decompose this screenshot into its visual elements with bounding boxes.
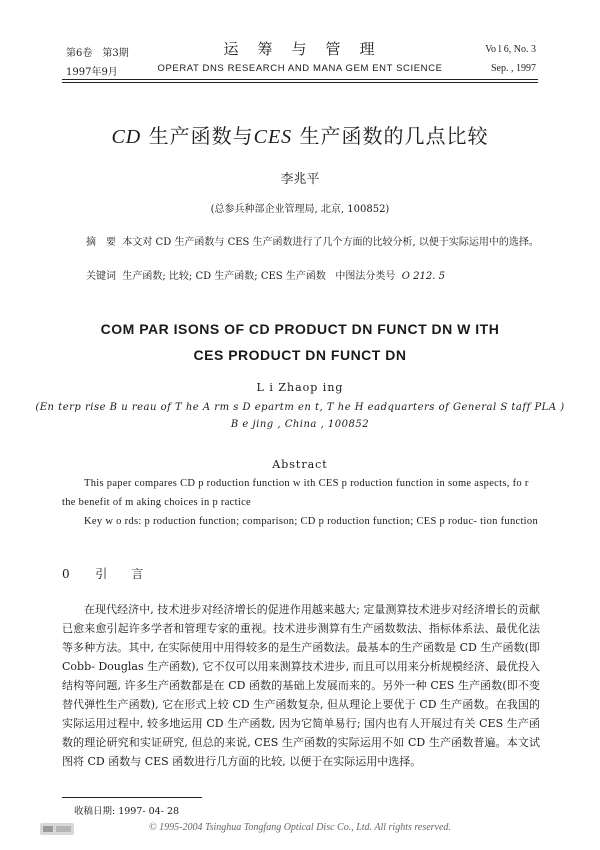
section-heading [62,565,149,582]
section-number: 0 [62,567,76,581]
header-rule-top [62,79,538,80]
section-title: 引 言 [95,567,150,581]
journal-title-en: OPERAT DNS RESEARCH AND MANA GEM ENT SCIENCE [157,63,443,74]
header-rule-bottom [62,82,538,83]
journal-title-cn: 运 筹 与 管 理 [223,40,377,58]
title-part2: 生产函数的几点比较 [292,124,489,148]
paper-title-en-line2: CES PRODUCT DN FUNCT DN [193,347,407,363]
affiliation-en-line1: (En terp rise B u reau of T he A rm s D epartm en t, T he H eadquarters of General S taff PLA ) [35,402,565,413]
paper-title-en-line1: COM PAR ISONS OF CD PRODUCT DN FUNCT DN W ITH [100,321,500,337]
title-cd: CD [111,126,142,148]
abstract-heading-en: Abstract [272,458,328,471]
keywords-en: Key w o rds: p roduction function; comparison; CD p roduction function; CES p roduc- tion function [84,516,539,527]
introduction-paragraph: 在现代经济中, 技术进步对经济增长的促进作用越来越大; 定量测算技术进步对经济增长的贡献已愈来愈引起许多学者和管理专家的重视。技术进步测算有生产函数数法、指标体系法、最优化法等多种方法。其中, 在实际使用中用得较多的是生产函数法。最基本的生产函数是 CD 生产函数(即 Cobb- Douglas 生产函数), 它不仅可以用来测算技术进步, 而且可以用来分析规模经济、最优投入结构等问题, 许多生产函数都是在 CD 函数的基础上发展而来的。另外一种 CES 生产函数(即不变替代弹性生产函数), 它在形式上较 CD 生产函数复杂, 但从理论上要优于 CD 生产函数。在我国的实际运用过程中, 较多地运用 CD 生产函数, 因为它简单易行; 国内也有人开展过有关 CES 生产函数的理论研究和实证研究, 但总的来说, CES 生产函数的实际运用不如 CD 生产函数普遍。本文试图将 CD 函数与 CES 函数进行几方面的比较, 以便于在实际运用中选择。 [62,603,540,768]
volume-issue-cn: 第6卷 第3期 [66,48,129,59]
affiliation-cn: (总参兵种部企业管理局, 北京, 100852) [210,204,390,215]
author-cn: 李兆平 [280,172,320,187]
class-code: O 212. 5 [401,271,445,282]
copyright-notice: © 1995-2004 Tsinghua Tongfang Optical Disc Co., Ltd. All rights reserved. [149,822,451,833]
abstract-text-en: This paper compares CD p roduction function w ith CES p roduction function in some aspects, fo r the benefit of m aking choices in p ractice [62,478,529,508]
author-en: L i Zhaop ing [256,381,344,394]
title-part1: 生产函数与 [141,124,254,148]
abstract-cn [86,234,540,251]
keywords-cn-label: 关键词 [86,271,116,282]
paper-title-cn [0,120,600,149]
date-cn: 1997年9月 [66,67,118,78]
received-date: 收稿日期: 1997- 04- 28 [74,806,180,817]
keywords-cn-text: 生产函数; 比较; CD 生产函数; CES 生产函数 [122,271,326,282]
date-en: Sep. , 1997 [491,63,536,74]
volume-issue-en: Vo l 6, No. 3 [485,44,536,55]
keywords-cn [86,268,556,285]
abstract-cn-label: 摘 要 [86,237,116,248]
abstract-cn-text: 本文对 CD 生产函数与 CES 生产函数进行了几个方面的比较分析, 以便于实际运用中的选择。 [122,237,539,248]
footnote-rule [62,797,202,798]
affiliation-en-line2: B e jing , China , 100852 [230,419,370,430]
class-label: 中图法分类号 [335,271,396,282]
title-ces: CES [253,126,293,148]
